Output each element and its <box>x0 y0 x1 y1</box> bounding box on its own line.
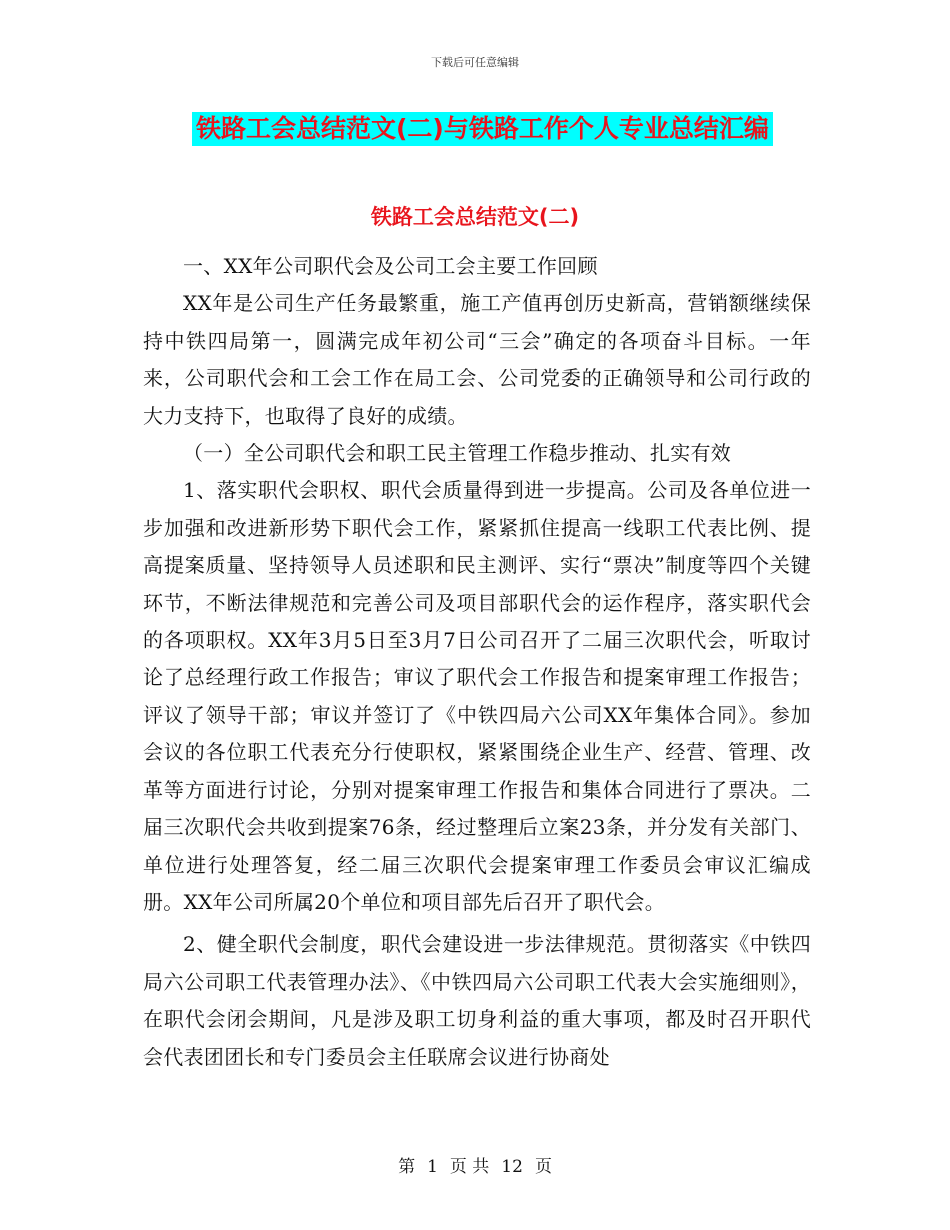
body-paragraph: 2、健全职代会制度，职代会建设进一步法律规范。贯彻落实《中铁四局六公司职工代表管理办法》、《中铁四局六公司职工代表大会实施细则》，在职代会闭会期间，凡是涉及职工切身利益的重大事项，都及时召开职代会代表团团长和专门委员会主任联席会议进行协商处 <box>143 932 811 1069</box>
subsection-heading: （一）全公司职代会和职工民主管理工作稳步推动、扎实有效 <box>183 441 732 466</box>
page-footer <box>0 1152 950 1177</box>
page-label-middle: 页 共 <box>449 1157 490 1177</box>
header-note: 下载后可任意编辑 <box>431 56 519 69</box>
page-total: 12 <box>501 1157 523 1177</box>
body-paragraph: 1、落实职代会职权、职代会质量得到进一步提高。公司及各单位进一步加强和改进新形势下职代会工作，紧紧抓住提高一线职工代表比例、提高提案质量、坚持领导人员述职和民主测评、实行“票决”制度等四个关键环节，不断法律规范和完善公司及项目部职代会的运作程序，落实职代会的各项职权。XX年3月5日至3月7日公司召开了二届三次职代会，听取讨论了总经理行政工作报告；审议了职代会工作报告和提案审理工作报告；评议了领导干部；审议并签订了《中铁四局六公司XX年集体合同》。参加会议的各位职工代表充分行使职权，紧紧围绕企业生产、经营、管理、改革等方面进行讨论，分别对提案审理工作报告和集体合同进行了票决。二届三次职代会共收到提案76条，经过整理后立案23条，并分发有关部门、单位进行处理答复，经二届三次职代会提案审理工作委员会审议汇编成册。XX年公司所属20个单位和项目部先后召开了职代会。 <box>143 478 811 914</box>
document-main-title: 铁路工会总结范文(二)与铁路工作个人专业总结汇编 <box>192 112 773 146</box>
section-title: 铁路工会总结范文(二) <box>370 205 580 229</box>
section-heading: 一、XX年公司职代会及公司工会主要工作回顾 <box>183 254 598 278</box>
page-current: 1 <box>427 1157 438 1177</box>
body-paragraph: XX年是公司生产任务最繁重，施工产值再创历史新高，营销额继续保持中铁四局第一，圆满完成年初公司“三会”确定的各项奋斗目标。一年来，公司职代会和工会工作在局工会、公司党委的正确领导和公司行政的大力支持下，也取得了良好的成绩。 <box>143 291 811 428</box>
page-label-suffix: 页 <box>534 1157 552 1177</box>
document-body <box>143 248 811 1076</box>
page-label-prefix: 第 <box>398 1157 416 1177</box>
